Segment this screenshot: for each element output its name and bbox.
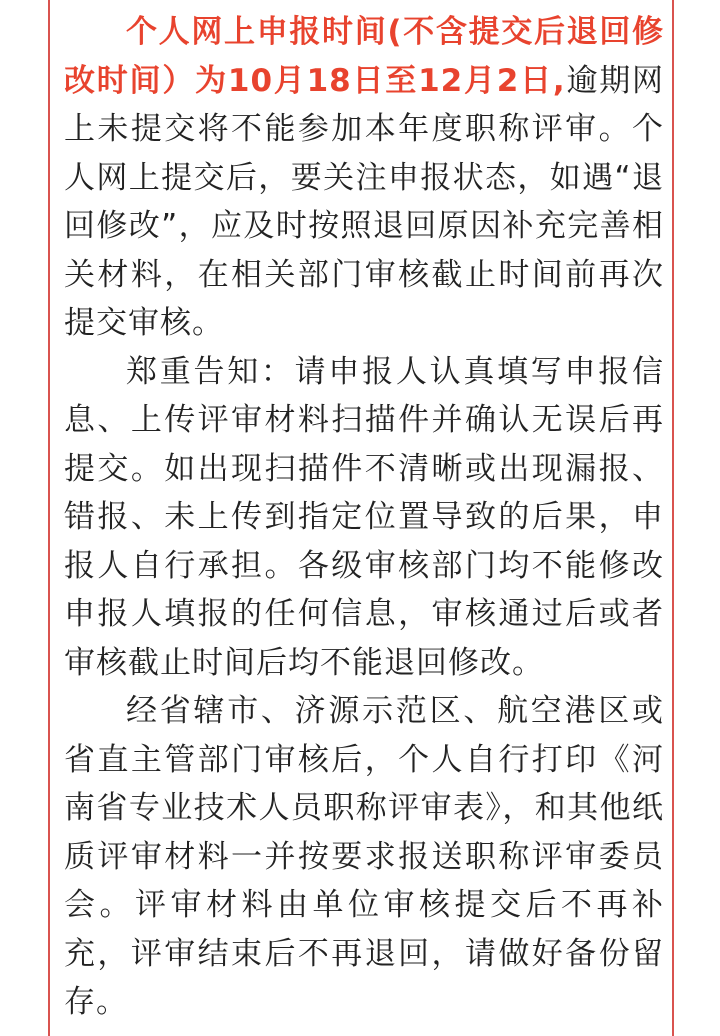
right-border-line	[672, 0, 674, 1036]
paragraph-submission: 经省辖市、济源示范区、航空港区或省直主管部门审核后，个人自行打印《河南省专业技术人员职称评审表》，和其他纸质评审材料一并按要求报送职称评审委员会。评审材料由单位审核提交后不再补充，评审结束后不再退回，请做好备份留存。	[64, 693, 664, 1020]
paragraph-deadline	[64, 8, 664, 348]
paragraph-notice: 郑重告知：请申报人认真填写申报信息、上传评审材料扫描件并确认无误后再提交。如出现扫描件不清晰或出现漏报、错报、未上传到指定位置导致的后果，申报人自行承担。各级审核部门均不能修改申报人填报的任何信息，审核通过后或者审核截止时间后均不能退回修改。	[64, 353, 664, 681]
document-body	[64, 8, 664, 1027]
left-border-line	[48, 0, 50, 1036]
deadline-highlight: 个人网上申报时间(不含提交后退回修改时间）为10月18日至12月2日,	[64, 14, 664, 99]
paragraph-deadline-text: 逾期网上未提交将不能参加本年度职称评审。个人网上提交后，要关注申报状态，如遇“退回修改”，应及时按照退回原因补充完善相关材料，在相关部门审核截止时间前再次提交审核。	[64, 62, 665, 341]
